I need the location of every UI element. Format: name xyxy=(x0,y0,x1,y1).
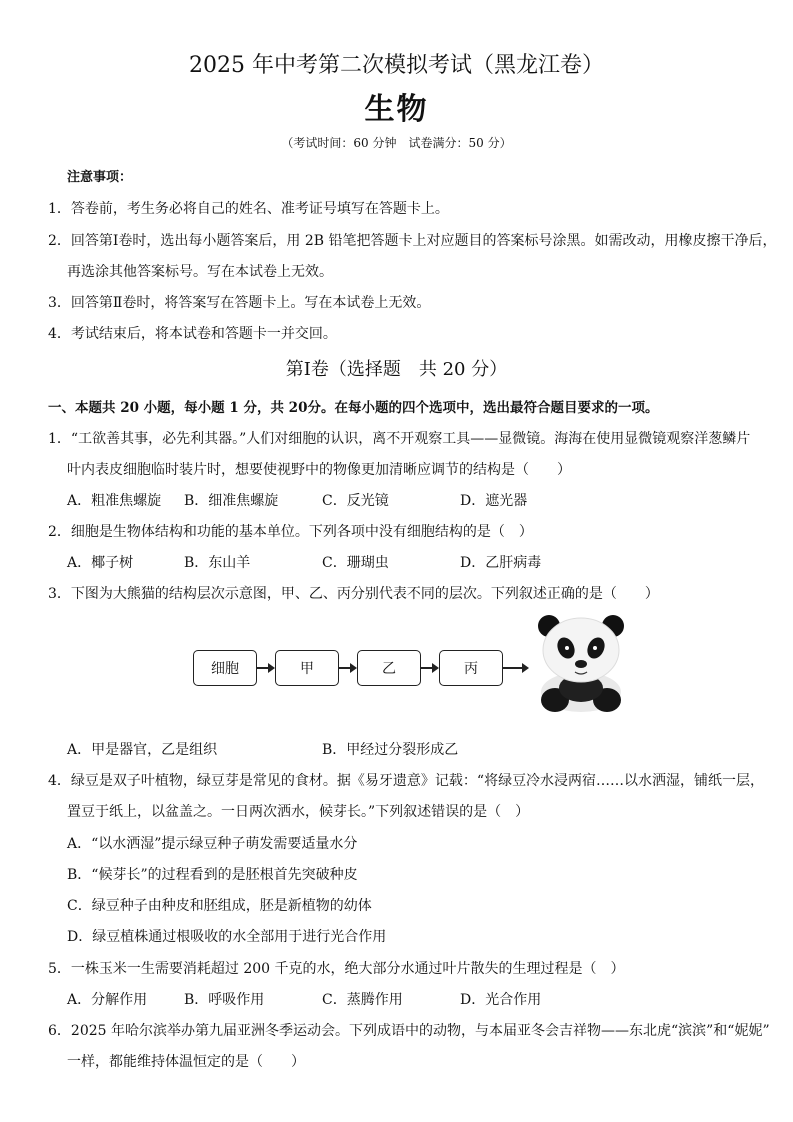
option-d: D．光合作用 xyxy=(460,992,542,1008)
note-item: 1．答卷前，考生务必将自己的姓名、准考证号填写在答题卡上。 xyxy=(48,201,449,217)
subject-title: 生物 xyxy=(364,92,429,127)
option-c: C．反光镜 xyxy=(322,493,389,509)
flow-box-cell: 细胞 xyxy=(193,650,257,686)
flow-arrow xyxy=(257,667,269,669)
option-a: A．粗准焦螺旋 xyxy=(67,493,162,509)
notes-heading: 注意事项： xyxy=(67,170,133,185)
question-4-line-2: 置豆于纸上，以盆盖之。一日两次洒水，候芽长。”下列叙述错误的是（ ） xyxy=(67,804,530,820)
question-2-line-1: 2．细胞是生物体结构和功能的基本单位。下列各项中没有细胞结构的是（ ） xyxy=(48,524,533,540)
giant-panda-image xyxy=(531,612,631,714)
structure-level-diagram xyxy=(193,650,533,690)
note-item: 2．回答第Ⅰ卷时，选出每小题答案后，用 2B 铅笔把答题卡上对应题目的答案标号涂黑。如需改动，用橡皮擦干净后， xyxy=(48,233,777,249)
option-c: C．绿豆种子由种皮和胚组成，胚是新植物的幼体 xyxy=(67,898,372,914)
flow-arrow xyxy=(339,667,351,669)
question-1-line-2: 叶内表皮细胞临时装片时，想要使视野中的物像更加清晰应调节的结构是（ ） xyxy=(67,462,571,478)
question-6-line-1: 6．2025 年哈尔滨举办第九届亚洲冬季运动会。下列成语中的动物，与本届亚冬会吉祥物——东北虎“滨滨”和“妮妮” xyxy=(48,1023,770,1039)
flow-arrow xyxy=(503,667,523,669)
section-title: 第Ⅰ卷（选择题 共 20 分） xyxy=(285,359,508,380)
option-b: B．细准焦螺旋 xyxy=(184,493,279,509)
question-1-line-1: 1．“工欲善其事，必先利其器。”人们对细胞的认识，离不开观察工具——显微镜。海海在使用显微镜观察洋葱鳞片 xyxy=(48,431,751,447)
option-d: D．绿豆植株通过根吸收的水全部用于进行光合作用 xyxy=(67,929,387,945)
option-d: D．遮光器 xyxy=(460,493,528,509)
section-description: 一、本题共 20 小题，每小题 1 分，共 20分。在每小题的四个选项中，选出最符合题目要求的一项。 xyxy=(48,400,659,416)
flow-box-yi: 乙 xyxy=(357,650,421,686)
option-a: A．分解作用 xyxy=(67,992,148,1008)
question-4-line-1: 4．绿豆是双子叶植物，绿豆芽是常见的食材。据《易牙遗意》记载：“将绿豆冷水浸两宿……以水洒湿，铺纸一层， xyxy=(48,773,765,789)
option-a: A．椰子树 xyxy=(67,555,134,571)
note-item: 3．回答第Ⅱ卷时，将答案写在答题卡上。写在本试卷上无效。 xyxy=(48,295,431,311)
exam-title: 2025 年中考第二次模拟考试（黑龙江卷） xyxy=(189,53,604,78)
exam-meta: （考试时间：60 分钟 试卷满分：50 分） xyxy=(281,136,512,150)
option-c: C．珊瑚虫 xyxy=(322,555,389,571)
question-3-line-1: 3．下图为大熊猫的结构层次示意图，甲、乙、丙分别代表不同的层次。下列叙述正确的是（ ） xyxy=(48,586,659,602)
flow-box-jia: 甲 xyxy=(275,650,339,686)
option-d: D．乙肝病毒 xyxy=(460,555,542,571)
flow-arrow xyxy=(421,667,433,669)
flow-box-bing: 丙 xyxy=(439,650,503,686)
option-b: B．“候芽长”的过程看到的是胚根首先突破种皮 xyxy=(67,867,358,883)
note-item: 再选涂其他答案标号。写在本试卷上无效。 xyxy=(67,264,333,280)
note-item: 4．考试结束后，将本试卷和答题卡一并交回。 xyxy=(48,326,337,342)
question-6-line-2: 一样，都能维持体温恒定的是（ ） xyxy=(67,1054,305,1070)
option-b: B．甲经过分裂形成乙 xyxy=(322,742,459,758)
option-b: B．呼吸作用 xyxy=(184,992,265,1008)
option-a: A．“以水洒湿”提示绿豆种子萌发需要适量水分 xyxy=(67,836,358,852)
option-a: A．甲是器官，乙是组织 xyxy=(67,742,218,758)
option-c: C．蒸腾作用 xyxy=(322,992,403,1008)
question-5-line-1: 5．一株玉米一生需要消耗超过 200 千克的水，绝大部分水通过叶片散失的生理过程是（ ） xyxy=(48,961,625,977)
option-b: B．东山羊 xyxy=(184,555,251,571)
